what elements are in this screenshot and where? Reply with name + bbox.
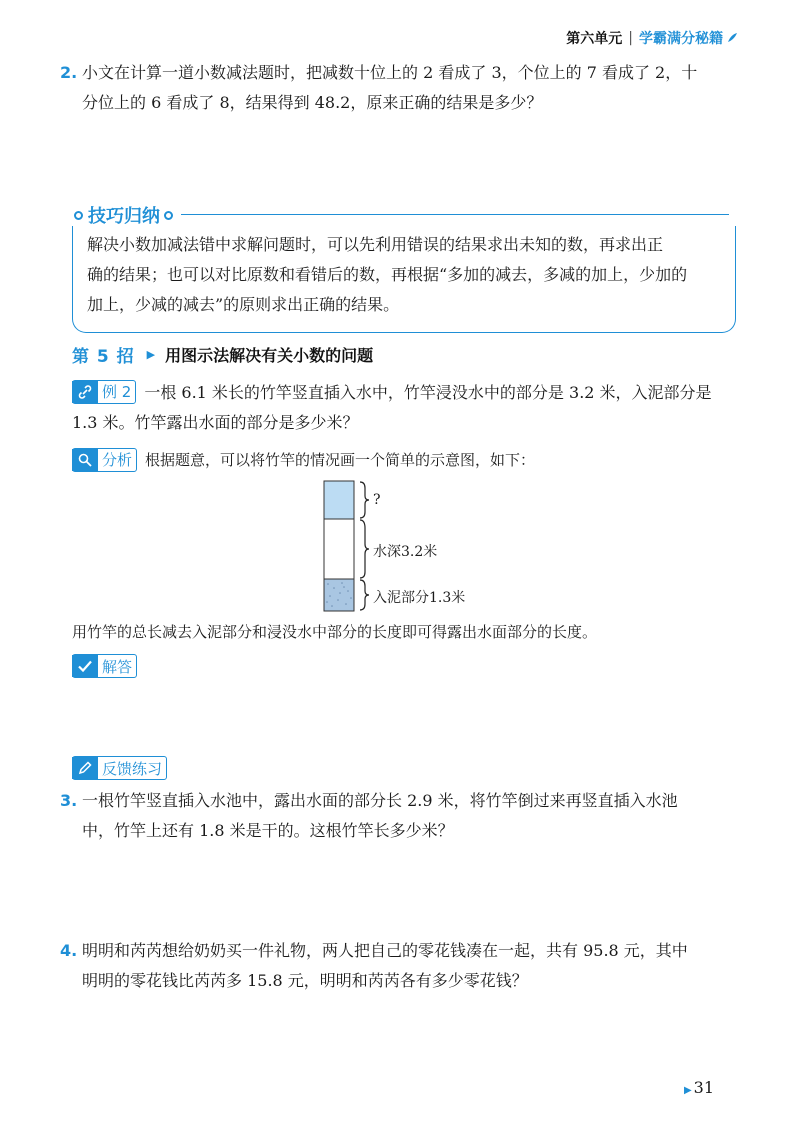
tips-line: 加上，少减的减去”的原则求出正确的结果。 — [87, 295, 400, 314]
bullet-icon — [164, 211, 173, 220]
question-2 — [60, 58, 742, 118]
example-line: 1.3 米。竹竿露出水面的部分是多少米？ — [72, 413, 359, 432]
tips-box — [72, 226, 736, 333]
feather-icon — [726, 32, 738, 44]
example-tag — [72, 380, 136, 404]
question-number: 4. — [60, 941, 78, 960]
water-segment — [324, 519, 354, 579]
triangle-right-icon: ▶ — [683, 1085, 692, 1096]
question-line: 明明的零花钱比芮芮多 15.8 元，明明和芮芮各有多少零花钱？ — [82, 971, 528, 990]
tips-line: 确的结果；也可以对比原数和看错后的数，再根据“多加的减去，多减的加上，少加的 — [87, 265, 688, 284]
page-number-value: 31 — [693, 1078, 714, 1097]
analysis-text: 根据题意，可以将竹竿的情况画一个简单的示意图，如下： — [145, 451, 536, 469]
header-separator: | — [628, 30, 633, 46]
conclusion-text: 用竹竿的总长减去入泥部分和浸没水中部分的长度即可得露出水面部分的长度。 — [72, 623, 598, 641]
brace-water — [360, 520, 369, 578]
analysis-conclusion — [72, 618, 742, 646]
section-title: 用图示法解决有关小数的问题 — [165, 346, 374, 365]
pencil-icon — [72, 757, 98, 779]
analysis-tag — [72, 448, 137, 472]
question-line: 小文在计算一道小数减法题时，把减数十位上的 2 看成了 3，个位上的 7 看成了 2，十 — [82, 63, 698, 82]
above-water-segment — [324, 481, 354, 519]
tips-rule — [181, 214, 729, 215]
answer-tag-label: 解答 — [102, 657, 133, 676]
page-header — [566, 28, 738, 48]
answer-tag — [72, 654, 137, 678]
feedback-tag — [72, 756, 167, 780]
magnifier-icon — [72, 449, 98, 471]
analysis-tag-label: 分析 — [102, 450, 133, 469]
question-number: 2. — [60, 63, 78, 82]
tips-title: 技巧归纳 — [88, 206, 160, 227]
question-line: 一根竹竿竖直插入水池中，露出水面的部分长 2.9 米，将竹竿倒过来再竖直插入水池 — [82, 791, 678, 810]
example-tag-label: 例 2 — [102, 382, 132, 401]
analysis-row — [72, 446, 742, 474]
checkmark-icon — [72, 655, 98, 677]
question-line: 分位上的 6 看成了 8，结果得到 48.2，原来正确的结果是多少？ — [82, 93, 543, 112]
example-2 — [72, 378, 742, 438]
triangle-right-icon: ▶ — [146, 348, 156, 361]
tips-heading — [74, 202, 173, 228]
label-mud-depth: 入泥部分1.3米 — [373, 590, 466, 606]
question-line: 中，竹竿上还有 1.8 米是干的。这根竹竿长多少米？ — [82, 821, 454, 840]
feedback-tag-label: 反馈练习 — [102, 759, 163, 778]
brand-label: 学霸满分秘籍 — [639, 31, 723, 47]
question-line: 明明和芮芮想给奶奶买一件礼物，两人把自己的零花钱凑在一起，共有 95.8 元，其中 — [82, 941, 688, 960]
question-3 — [60, 786, 742, 846]
brace-top — [360, 482, 369, 518]
page-number — [684, 1078, 714, 1097]
tips-line: 解决小数加减法错中求解问题时，可以先利用错误的结果求出未知的数，再求出正 — [87, 235, 664, 254]
feedback-section — [72, 756, 167, 780]
section-mark: 第 5 招 — [72, 347, 135, 367]
brace-mud — [360, 580, 369, 610]
label-above-water: ? — [373, 492, 381, 508]
link-icon — [72, 381, 98, 403]
bullet-icon — [74, 211, 83, 220]
bamboo-pole — [318, 476, 378, 616]
example-line: 一根 6.1 米长的竹竿竖直插入水中，竹竿浸没水中的部分是 3.2 米，入泥部分是 — [144, 383, 712, 402]
label-water-depth: 水深3.2米 — [373, 544, 438, 560]
section-heading — [72, 342, 373, 367]
question-number: 3. — [60, 791, 78, 810]
bamboo-diagram — [318, 476, 538, 616]
answer-section — [72, 654, 137, 678]
unit-label: 第六单元 — [566, 31, 623, 47]
question-4 — [60, 936, 742, 996]
